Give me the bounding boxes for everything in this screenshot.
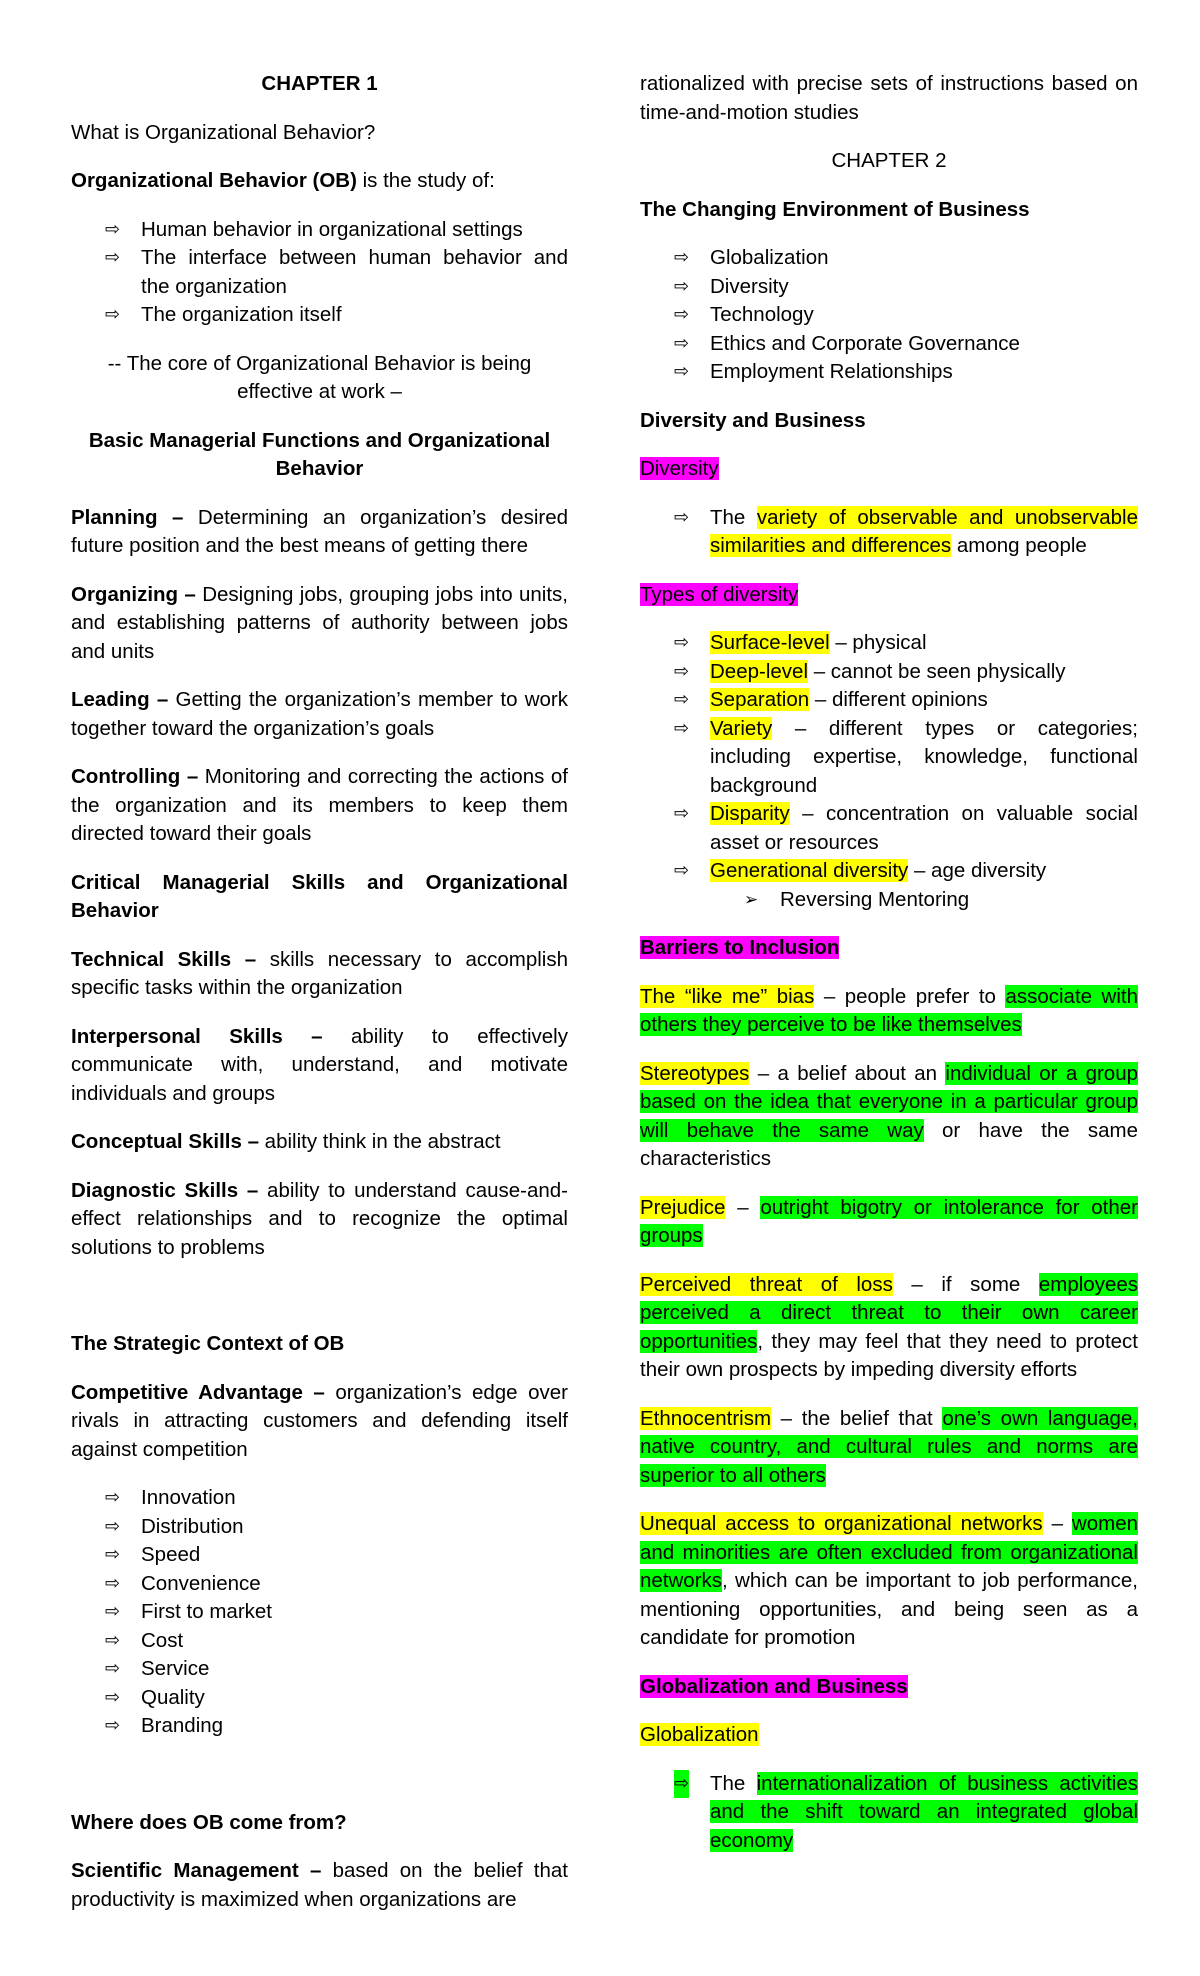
ethnocentrism-definition: Ethnocentrism – the belief that one’s own language, native country, and cultural rules and norms are superior to all others [640,1406,1138,1487]
list-item: ⇨ Speed [141,1541,568,1570]
arrowhead-icon: ➢ [744,889,759,910]
arrow-right-outline-icon: ⇨ [674,275,690,297]
types-list [640,629,1138,886]
skills-heading: Critical Managerial Skills and Organizational Behavior [71,870,568,922]
strategic-heading: The Strategic Context of OB [71,1332,345,1355]
list-item: ⇨ The internationalization of business activities and the shift toward an integrated global economy [674,1771,1138,1852]
list-item: ⇨ Cost [141,1627,568,1656]
arrow-right-outline-icon: ⇨ [674,660,690,682]
chapter-2-title: CHAPTER 2 [831,149,947,172]
where-heading: Where does OB come from? [71,1810,347,1834]
arrow-right-outline-icon: ⇨ [105,1487,121,1508]
arrow-right-outline-icon: ⇨ [105,1686,121,1708]
question-line: What is Organizational Behavior? [71,120,376,144]
list-item: ⇨ Service [141,1655,568,1684]
env-list [640,244,1138,387]
arrow-right-outline-icon: ⇨ [105,304,121,325]
threat-definition: Perceived threat of loss – if some employees perceived a direct threat to their own career opportunities, they may feel that they need to protect their own prospects by impeding diversity efforts [640,1272,1138,1381]
arrow-right-outline-icon: ⇨ [674,860,690,881]
arrow-right-outline-icon: ⇨ [674,304,690,325]
left-column [71,70,568,1914]
globalization-list [640,1770,1138,1856]
barriers-heading: Barriers to Inclusion [640,936,840,959]
arrow-right-outline-icon: ⇨ [105,1715,121,1736]
conceptual-definition: Conceptual Skills – ability think in the abstract [71,1130,501,1153]
globalization-label: Globalization [640,1723,759,1746]
arrow-right-outline-icon: ⇨ [105,1572,121,1594]
arrow-right-outline-icon: ⇨ [105,1658,121,1679]
functions-heading: Basic Managerial Functions and Organizational Behavior [88,428,551,480]
list-item: ⇨ Separation – different opinions [710,686,1138,715]
advantage-list [71,1484,568,1741]
arrow-right-outline-icon: ⇨ [674,247,690,268]
list-item: ⇨ The variety of observable and unobservable similarities and differences among people [674,505,1138,557]
diagnostic-definition: Diagnostic Skills – ability to understand cause-and-effect relationships and to recognize the optimal solutions to problems [71,1178,568,1259]
arrow-right-outline-icon: ⇨ [674,632,690,653]
arrow-right-outline-icon: ⇨ [105,247,121,268]
list-item: ⇨ Employment Relationships [710,358,1138,387]
list-item: ⇨ Deep-level – cannot be seen physically [710,658,1138,687]
right-column [640,70,1138,1855]
arrow-right-outline-icon: ⇨ [674,506,690,528]
arrow-right-outline-icon: ⇨ [674,361,690,382]
list-item: ⇨ Distribution [141,1513,568,1542]
list-item: ⇨ Ethics and Corporate Governance [710,330,1138,359]
diversity-heading: Diversity and Business [640,408,866,432]
controlling-definition: Controlling – Monitoring and correcting the actions of the organization and its members to keep them directed toward their goals [71,765,569,845]
prejudice-definition: Prejudice – outright bigotry or intolerance for other groups [640,1195,1138,1247]
list-item: ⇨ Technology [710,301,1138,330]
list-item: ⇨ Quality [141,1684,568,1713]
diversity-def-list [640,504,1138,561]
env-heading: The Changing Environment of Business [640,197,1030,221]
stereotypes-definition: Stereotypes – a belief about an individual or a group based on the idea that everyone in a particular group will behave the same way or have the same characteristics [640,1061,1139,1170]
arrow-right-outline-icon: ⇨ [105,1601,121,1622]
continued-text: rationalized with precise sets of instructions based on time-and-motion studies [640,72,1138,124]
list-item: ⇨ Variety – different types or categories; including expertise, knowledge, functional background [674,716,1138,797]
list-item: ⇨ Convenience [141,1570,568,1599]
unequal-access-definition: Unequal access to organizational networks – women and minorities are often excluded from organizational networks, which can be important to job performance, mentioning opportunities, and being seen as a candidate for promotion [640,1512,1138,1649]
interpersonal-definition: Interpersonal Skills – ability to effectively communicate with, understand, and motivate individuals and groups [71,1024,568,1105]
core-statement: -- The core of Organizational Behavior is being effective at work – [107,351,532,403]
list-item: ⇨ Disparity – concentration on valuable social asset or resources [674,802,1138,854]
list-item: ⇨ The interface between human behavior and the organization [105,246,568,298]
arrow-right-outline-icon: ⇨ [105,1515,121,1537]
ob-definition: Organizational Behavior (OB) is the study of: [71,169,495,192]
technical-definition: Technical Skills – skills necessary to accomplish specific tasks within the organization [71,947,568,999]
chapter-1-title: CHAPTER 1 [261,72,378,95]
competitive-definition: Competitive Advantage – organization’s edge over rivals in attracting customers and defending itself against competition [71,1380,568,1461]
arrow-right-outline-icon: ⇨ [674,1770,689,1799]
list-item: ⇨ Globalization [710,244,1138,273]
planning-definition: Planning – Determining an organization’s desired future position and the best means of getting there [71,505,568,557]
organizing-definition: Organizing – Designing jobs, grouping jobs into units, and establishing patterns of authority between jobs and units [71,582,569,663]
arrow-right-outline-icon: ⇨ [105,218,121,240]
globalization-heading: Globalization and Business [640,1674,908,1698]
list-item: ⇨ Human behavior in organizational settings [141,216,568,245]
list-item: ⇨ First to market [141,1598,568,1627]
sub-list [640,886,1138,915]
scientific-definition: Scientific Management – based on the belief that productivity is maximized when organizations are [71,1859,568,1911]
list-item: ⇨ Diversity [710,273,1138,302]
arrow-right-outline-icon: ⇨ [674,803,690,824]
arrow-right-outline-icon: ⇨ [674,717,690,739]
list-item: ⇨ Generational diversity – age diversity [710,857,1138,886]
list-item: ⇨ Innovation [141,1484,568,1513]
arrow-right-outline-icon: ⇨ [105,1544,121,1565]
diversity-label: Diversity [640,457,719,480]
list-item: ⇨ Branding [141,1712,568,1741]
list-item: ⇨ Surface-level – physical [710,629,1138,658]
arrow-right-outline-icon: ⇨ [105,1629,121,1651]
arrow-right-outline-icon: ⇨ [674,332,690,354]
list-item: ⇨ The organization itself [141,301,568,330]
ob-list [71,216,568,330]
arrow-right-outline-icon: ⇨ [674,689,690,710]
likeme-definition: The “like me” bias – people prefer to associate with others they perceive to be like themselves [640,984,1138,1036]
types-label: Types of diversity [640,582,799,606]
leading-definition: Leading – Getting the organization’s member to work together toward the organization’s goals [71,688,569,740]
list-item: ➢ Reversing Mentoring [780,886,1138,915]
